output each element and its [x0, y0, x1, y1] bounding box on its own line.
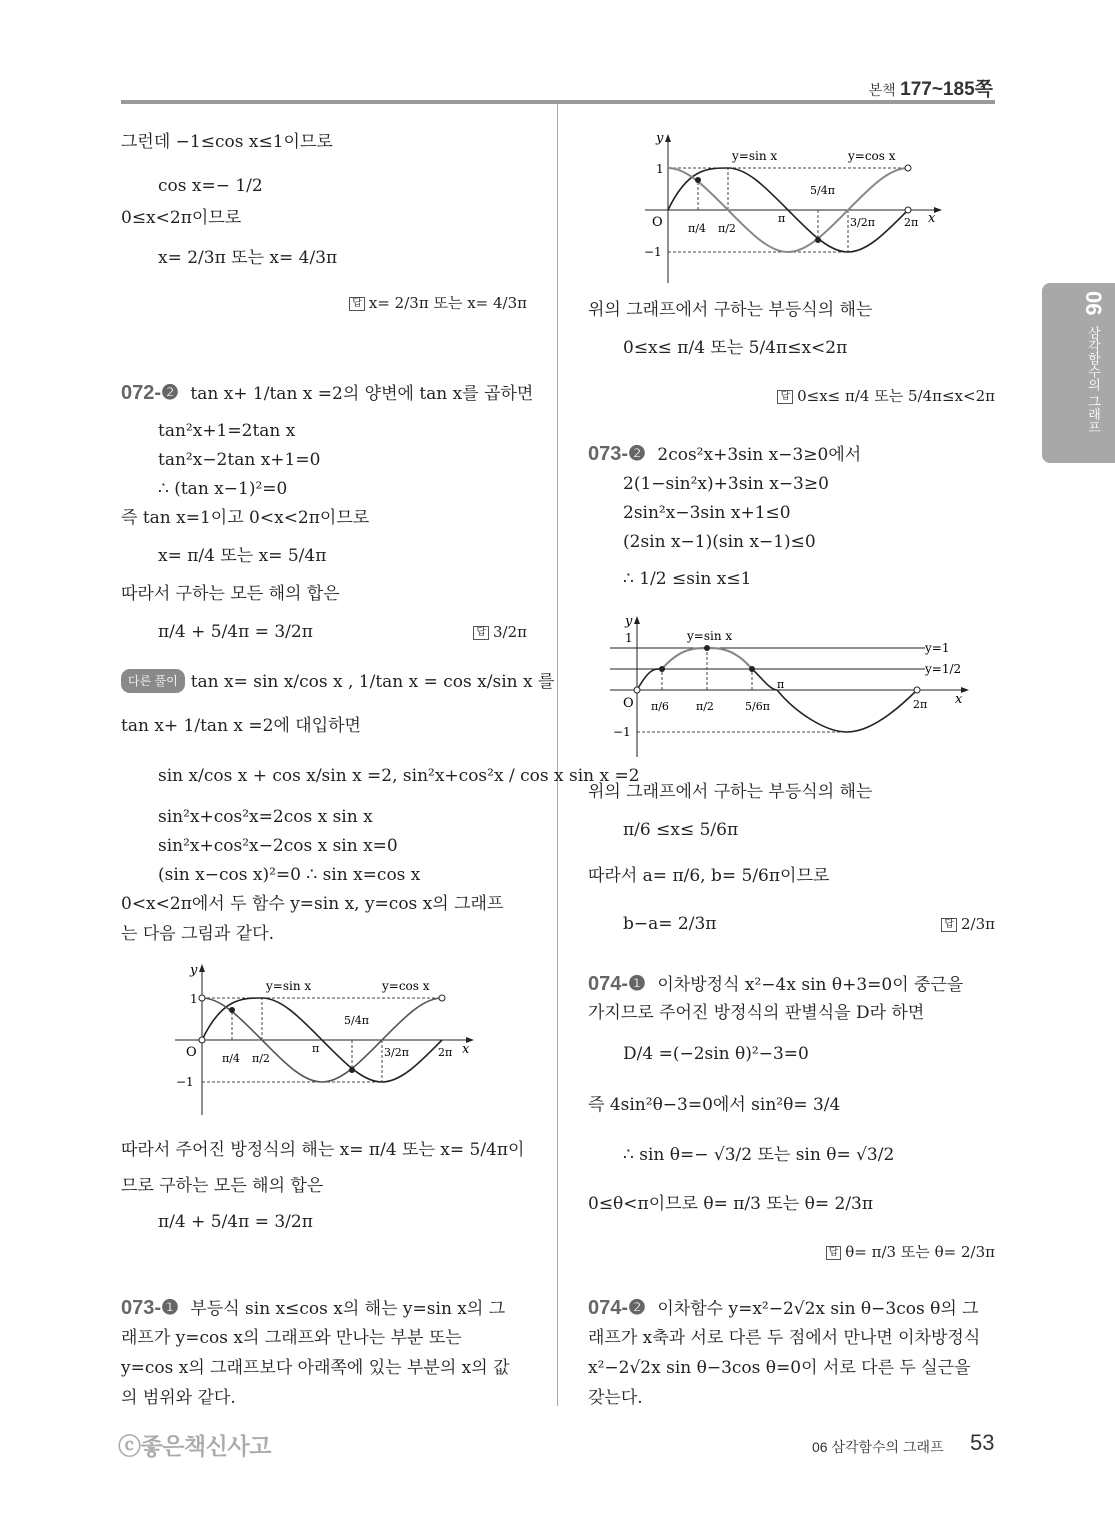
tick-2pi: 2π	[438, 1046, 453, 1059]
text-line: 위의 그래프에서 구하는 부등식의 해는	[588, 300, 873, 320]
x-axis-label: x	[462, 1042, 470, 1057]
text-line: 그런데 −1≤cos x≤1이므로	[121, 132, 333, 152]
chapter-tab-title: 삼각함수의 그래프	[1086, 325, 1101, 434]
alt-solution-badge: 다른 풀이	[121, 669, 185, 693]
text-line: 의 범위와 같다.	[121, 1388, 236, 1408]
tick-1: 1	[625, 631, 633, 645]
text-line: π/4 + 5/4π = 3/2π	[158, 622, 313, 642]
tick-pi: π	[777, 678, 785, 691]
text-line: tan²x−2tan x+1=0	[158, 450, 321, 470]
text-line: 이차함수 y=x²−2√2x sin θ−3cos θ의 그	[657, 1299, 979, 1319]
tick-2pi: 2π	[904, 216, 919, 229]
text-line: 0≤x≤ π/4 또는 5/4π≤x<2π	[623, 338, 848, 358]
yhalf-label: y=1/2	[925, 662, 962, 676]
y-arrow-icon	[634, 616, 640, 624]
problem-number: 072-❷	[121, 382, 179, 404]
y-axis-label: y	[625, 614, 633, 629]
tick-pi6: π/6	[651, 700, 669, 713]
tick-pi: π	[312, 1042, 320, 1055]
answer-mark: 답	[473, 626, 489, 640]
y1-label: y=1	[925, 641, 950, 655]
intersection-point	[695, 177, 701, 183]
tick-pi2: π/2	[696, 700, 714, 713]
origin-label: O	[623, 696, 634, 711]
answer-text: θ= π/3 또는 θ= 2/3π	[845, 1243, 995, 1261]
answer-line	[941, 913, 995, 935]
tick-pi4: π/4	[222, 1052, 240, 1065]
problem-073-1	[121, 1297, 505, 1320]
tick-5pi4: 5/4π	[810, 184, 835, 197]
text-line: x²−2√2x sin θ−3cos θ=0이 서로 다른 두 실근을	[588, 1358, 971, 1378]
text-line: sin²x+cos²x−2cos x sin x=0	[158, 836, 398, 856]
text-line: 위의 그래프에서 구하는 부등식의 해는	[588, 782, 873, 802]
y-axis-label: y	[656, 131, 664, 146]
text-line: (sin x−cos x)²=0 ∴ sin x=cos x	[158, 865, 421, 885]
text-line: 래프가 y=cos x의 그래프와 만나는 부분 또는	[121, 1328, 462, 1348]
tick-pi4: π/4	[688, 222, 706, 235]
open-endpoint	[199, 995, 205, 1001]
header-prefix: 본책	[868, 82, 896, 98]
intersection-point	[749, 666, 755, 672]
open-endpoint	[439, 995, 445, 1001]
tangent-point	[704, 645, 710, 651]
text-line: 따라서 주어진 방정식의 해는 x= π/4 또는 x= 5/4π이	[121, 1140, 525, 1160]
tick-5pi6: 5/6π	[745, 700, 770, 713]
problem-074-1	[588, 973, 963, 996]
text-line: ∴ 1/2 ≤sin x≤1	[623, 569, 752, 589]
cos-label: y=cos x	[848, 149, 896, 163]
chapter-tab-text	[1080, 291, 1106, 434]
intersection-point	[659, 666, 665, 672]
tick-neg1: −1	[176, 1075, 194, 1089]
answer-mark: 답	[826, 1246, 842, 1260]
answer-line	[349, 292, 527, 314]
page-header	[869, 74, 993, 101]
tick-neg1: −1	[644, 245, 662, 259]
y-arrow-icon	[199, 964, 205, 972]
answer-text: x= 2/3π 또는 x= 4/3π	[368, 294, 527, 312]
text-line: (2sin x−1)(sin x−1)≤0	[623, 532, 816, 552]
tick-3pi2: 3/2π	[384, 1046, 409, 1059]
tick-pi: π	[778, 212, 786, 225]
open-endpoint	[634, 687, 640, 693]
problem-072-2	[121, 382, 533, 405]
text-line: x= 2/3π 또는 x= 4/3π	[158, 248, 338, 268]
text-line: 이차방정식 x²−4x sin θ+3=0이 중근을	[657, 975, 964, 995]
text-line: 즉 tan x=1이고 0<x<2π이므로	[121, 508, 370, 528]
open-endpoint	[905, 207, 911, 213]
footer-chapter: 06 삼각함수의 그래프	[812, 1439, 944, 1455]
tick-2pi: 2π	[913, 698, 928, 711]
tick-1: 1	[190, 992, 198, 1006]
answer-line	[826, 1241, 995, 1263]
graph-sin-cos-right	[620, 128, 950, 288]
answer-text: 2/3π	[961, 915, 995, 933]
sin-label: y=sin x	[687, 629, 733, 643]
text-line: x= π/4 또는 x= 5/4π	[158, 546, 327, 566]
origin-label: O	[652, 215, 663, 230]
text-line: 2sin²x−3sin x+1≤0	[623, 503, 791, 523]
answer-mark: 답	[941, 918, 957, 932]
text-line: tan x+ 1/tan x =2의 양변에 tan x를 곱하면	[190, 384, 534, 404]
answer-line	[473, 621, 527, 643]
text-line: 부등식 sin x≤cos x의 해는 y=sin x의 그	[190, 1299, 506, 1319]
publisher-logo: ⓒ좋은책신사고	[118, 1433, 271, 1459]
problem-number: 074-❶	[588, 973, 646, 995]
text-line: tan x+ 1/tan x =2에 대입하면	[121, 716, 361, 736]
tick-5pi4: 5/4π	[344, 1014, 369, 1027]
text-line: y=cos x의 그래프보다 아래쪽에 있는 부분의 x의 값	[121, 1358, 510, 1378]
chapter-tab-num: 06	[1081, 291, 1106, 316]
header-rule	[121, 100, 995, 104]
tick-3pi2: 3/2π	[850, 216, 875, 229]
text-line: 갖는다.	[588, 1388, 643, 1408]
text-line: tan x= sin x/cos x , 1/tan x = cos x/sin x 를	[190, 672, 555, 692]
text-line: 즉 4sin²θ−3=0에서 sin²θ= 3/4	[588, 1095, 841, 1115]
origin-label: O	[186, 1045, 197, 1060]
problem-073-2	[588, 443, 861, 466]
page-number: 53	[970, 1430, 995, 1455]
text-line: 가지므로 주어진 방정식의 판별식을 D라 하면	[588, 1003, 925, 1023]
tick-pi2: π/2	[718, 222, 736, 235]
text-line: D/4 =(−2sin θ)²−3=0	[623, 1044, 809, 1064]
text-line: 는 다음 그림과 같다.	[121, 924, 274, 944]
tick-1: 1	[656, 162, 664, 176]
chapter-side-tab[interactable]	[1042, 283, 1115, 463]
intersection-point	[815, 237, 821, 243]
alt-solution-line	[121, 669, 554, 693]
text-line: sin²x+cos²x=2cos x sin x	[158, 807, 373, 827]
y-axis-label: y	[190, 963, 198, 978]
tick-neg1: −1	[613, 725, 631, 739]
text-line: b−a= 2/3π	[623, 914, 717, 934]
answer-line	[777, 385, 995, 407]
problem-number: 074-❷	[588, 1297, 646, 1319]
sin-label: y=sin x	[732, 149, 778, 163]
answer-text: 0≤x≤ π/4 또는 5/4π≤x<2π	[797, 387, 995, 405]
text-line: ∴ (tan x−1)²=0	[158, 479, 288, 499]
intersection-point	[349, 1067, 355, 1073]
text-line: 0≤θ<π이므로 θ= π/3 또는 θ= 2/3π	[588, 1194, 874, 1214]
open-endpoint	[905, 165, 911, 171]
text-line: 0≤x<2π이므로	[121, 208, 242, 228]
text-line: cos x=− 1/2	[158, 176, 263, 196]
answer-text: 3/2π	[493, 623, 527, 641]
answer-mark: 답	[349, 297, 365, 311]
open-endpoint	[914, 687, 920, 693]
sin-label: y=sin x	[266, 979, 312, 993]
header-range: 177~185쪽	[900, 79, 993, 100]
graph-sin-cos-left	[170, 960, 480, 1120]
sin-curve-dark	[637, 669, 662, 690]
x-axis-label: x	[928, 211, 936, 226]
text-line: 2(1−sin²x)+3sin x−3≥0	[623, 474, 829, 494]
text-line: 따라서 a= π/6, b= 5/6π이므로	[588, 866, 830, 886]
text-line: sin x/cos x + cos x/sin x =2, sin²x+cos²x / cos x sin x =2	[158, 766, 640, 786]
problem-074-2	[588, 1297, 979, 1320]
text-line: 래프가 x축과 서로 다른 두 점에서 만나면 이차방정식	[588, 1328, 981, 1348]
text-line: π/4 + 5/4π = 3/2π	[158, 1212, 313, 1232]
text-line: ∴ sin θ=− √3/2 또는 sin θ= √3/2	[623, 1145, 895, 1165]
text-line: 따라서 구하는 모든 해의 합은	[121, 584, 340, 604]
text-line: tan²x+1=2tan x	[158, 421, 296, 441]
text-line: 므로 구하는 모든 해의 합은	[121, 1176, 324, 1196]
column-divider	[557, 104, 558, 1406]
open-endpoint	[199, 1037, 205, 1043]
problem-number: 073-❷	[588, 443, 646, 465]
problem-number: 073-❶	[121, 1297, 179, 1319]
cos-label: y=cos x	[382, 979, 430, 993]
text-line: 2cos²x+3sin x−3≥0에서	[657, 445, 862, 465]
tick-pi2: π/2	[252, 1052, 270, 1065]
graph-sin-half	[605, 612, 975, 762]
x-axis-label: x	[955, 692, 963, 707]
intersection-point	[229, 1007, 235, 1013]
text-line: 0<x<2π에서 두 함수 y=sin x, y=cos x의 그래프	[121, 894, 504, 914]
y-arrow-icon	[665, 134, 671, 142]
answer-mark: 답	[777, 390, 793, 404]
text-line: π/6 ≤x≤ 5/6π	[623, 820, 739, 840]
